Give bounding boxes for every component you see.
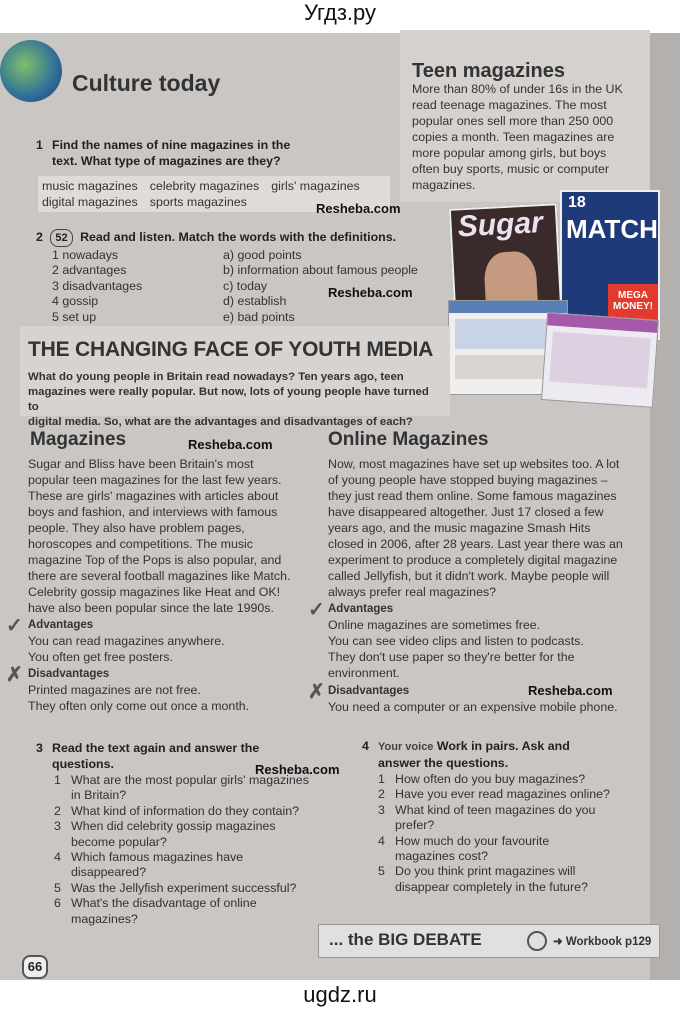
website-screenshot-2 [541,312,659,408]
exercise-4-questions: 1 How often do you buy magazines? 2 Have you ever read magazines online? 3 What kind of teen magazines do you prefer? 4 How much do your favourite magazines cost? 5 Do you think print magazines will disappear completely in the future? [378,772,610,894]
watermark: Resheba.com [328,285,413,300]
magazine-covers-photo [448,188,660,410]
watermark: Resheba.com [188,437,273,452]
online-magazines-heading: Online Magazines [328,429,489,450]
exercise-3-questions: 1 What are the most popular girls' magazines in Britain? 2 What kind of information do they contain? 3 When did celebrity gossip magazines become popular? 4 Which famous magazines have disappeared? 5 Was the Jellyfish experiment successful? 6 What's the disadvantage of online magazines? [54,773,309,926]
exercise-3: 3 Read the text again and answer the questions. [36,741,260,771]
article-title: THE CHANGING FACE OF YOUTH MEDIA [28,338,434,361]
magazine-types-box: music magazines celebrity magazines girls' magazines digital magazines sports magazines [38,176,390,212]
article-intro: What do young people in Britain read nowadays? Ten years ago, teen magazines were really popular. But now, lots of young people have turned to digital media. So, what are the advantages and disadvantages of each? [28,371,429,428]
cross-icon: ✗ [308,681,325,703]
watermark: Resheba.com [528,683,613,698]
next-page-edge [650,33,680,980]
magazines-disadvantages-title: Disadvantages [28,668,110,680]
exercise-4: 4 Your voice Work in pairs. Ask and answer the questions. [362,739,570,770]
online-magazines-text: Now, most magazines have set up websites too. A lot of young people have stopped buying magazines – they just read them online. Some famous magazines have disappeared altogether. Just 17 closed a few years ago, and the music magazine Smash Hits closed in 2006, after 28 years. Last year there was an experiment to produce a completely digital magazine called Jellyfish, but it didn't work. Maybe people will always prefer real magazines? [328,457,623,599]
exercise-1: 1 Find the names of nine magazines in the text. What type of magazines are they? [36,138,291,168]
section-title: Culture today [72,70,221,96]
magazines-text: Sugar and Bliss have been Britain's most popular teen magazines for the last few years. These are girls' magazines with articles about boys and fashion, and interviews with famous people. They also have problem pages, horoscopes and competitions. The music magazine Top of the Pops is also popular, and there are several football magazines like Match. Celebrity gossip magazines like Heat and OK! have also been popular since the late 1990s. [28,457,291,615]
magazines-disadvantages: Printed magazines are not free. They often only come out once a month. [28,683,250,713]
magazines-heading: Magazines [30,429,127,450]
page-number: 66 [22,955,48,979]
watermark: Resheba.com [316,201,401,216]
teen-magazines-title: Teen magazines [412,60,566,82]
globe-icon [0,40,62,102]
words-list: 1 nowadays 2 advantages 3 disadvantages 4 gossip 5 set up [52,248,143,324]
watermark: Resheba.com [255,762,340,777]
magazines-advantages: You can read magazines anywhere. You often get free posters. [28,634,225,664]
online-advantages-title: Advantages [328,603,394,615]
teen-magazines-text: More than 80% of under 16s in the UK read teenage magazines. The most popular ones sell more than 250 000 copies a month. Teen magazines are more popular among girls, but boys often buy sports, music or computer magazines. [412,82,623,192]
site-title-top: Угдз.ру [303,0,377,25]
audio-track-icon: 52 [50,229,72,247]
online-advantages: Online magazines are sometimes free. You can see video clips and listen to podcasts. They don't use paper so they're better for the environment. [328,618,584,680]
online-disadvantages-title: Disadvantages [328,685,410,697]
big-debate-box: ... the BIG DEBATE ➜ Workbook p129 [318,924,660,958]
check-icon: ✓ [308,599,325,621]
sugar-cover: Sugar [449,203,563,333]
magazines-advantages-title: Advantages [28,619,94,631]
workbook-icon [527,931,547,951]
definitions-list: a) good points b) information about famous people c) today d) establish e) bad points [223,248,418,324]
online-disadvantages: You need a computer or an expensive mobile phone. [328,700,618,714]
cross-icon: ✗ [6,664,23,686]
match-cover: 18 MATCH MEGA MONEY! [560,190,660,340]
site-title-bottom: ugdz.ru [303,982,377,1007]
check-icon: ✓ [6,615,23,637]
exercise-2: 2 52 Read and listen. Match the words with the definitions. [36,229,436,247]
